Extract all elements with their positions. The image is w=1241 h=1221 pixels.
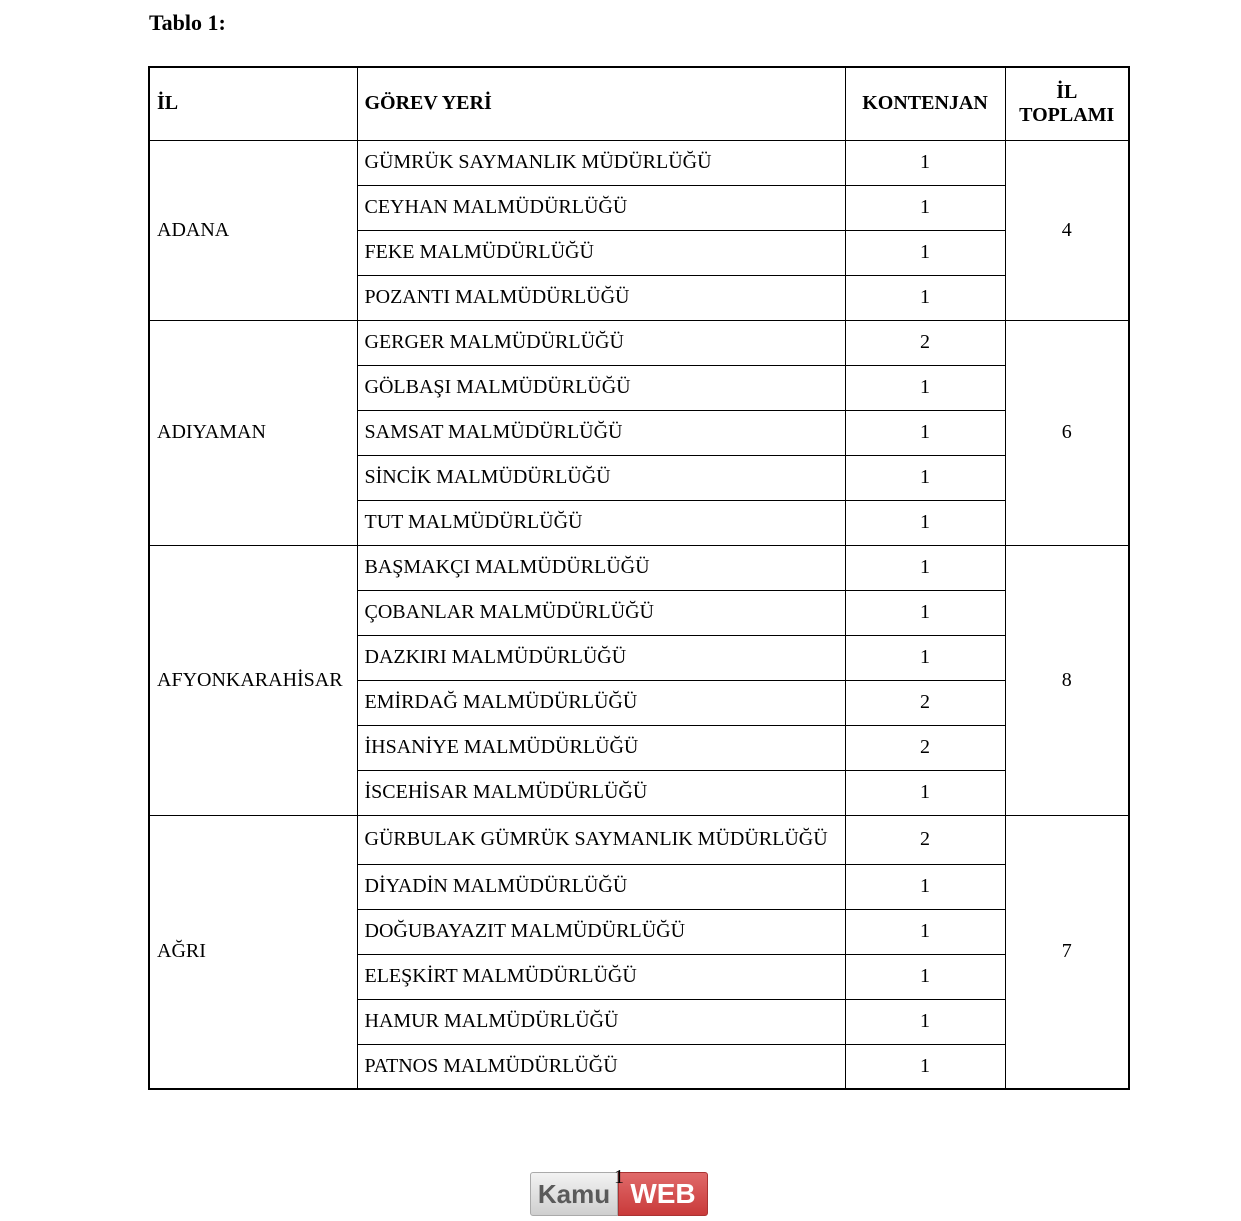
duty-place-cell: ELEŞKİRT MALMÜDÜRLÜĞÜ: [357, 954, 845, 999]
duty-place-cell: FEKE MALMÜDÜRLÜĞÜ: [357, 230, 845, 275]
province-total-cell: 4: [1005, 140, 1129, 320]
quota-cell: 1: [845, 545, 1005, 590]
duty-place-cell: DAZKIRI MALMÜDÜRLÜĞÜ: [357, 635, 845, 680]
quota-cell: 1: [845, 455, 1005, 500]
logo-web-text: WEB: [618, 1172, 708, 1216]
quota-cell: 1: [845, 185, 1005, 230]
duty-place-cell: İHSANİYE MALMÜDÜRLÜĞÜ: [357, 725, 845, 770]
province-total-cell: 8: [1005, 545, 1129, 815]
quota-cell: 1: [845, 1044, 1005, 1089]
province-total-cell: 6: [1005, 320, 1129, 545]
table-row: [149, 320, 1129, 365]
duty-place-cell: CEYHAN MALMÜDÜRLÜĞÜ: [357, 185, 845, 230]
duty-place-cell: SİNCİK MALMÜDÜRLÜĞÜ: [357, 455, 845, 500]
header-kontenjan: KONTENJAN: [845, 67, 1005, 140]
quota-cell: 1: [845, 140, 1005, 185]
province-cell: ADANA: [149, 140, 357, 320]
duty-place-cell: TUT MALMÜDÜRLÜĞÜ: [357, 500, 845, 545]
quota-cell: 1: [845, 635, 1005, 680]
quota-cell: 1: [845, 410, 1005, 455]
duty-place-cell: BAŞMAKÇI MALMÜDÜRLÜĞÜ: [357, 545, 845, 590]
duty-place-cell: PATNOS MALMÜDÜRLÜĞÜ: [357, 1044, 845, 1089]
duty-place-cell: GERGER MALMÜDÜRLÜĞÜ: [357, 320, 845, 365]
quota-cell: 2: [845, 725, 1005, 770]
table-header-row: [149, 67, 1129, 140]
duty-place-cell: DOĞUBAYAZIT MALMÜDÜRLÜĞÜ: [357, 909, 845, 954]
duty-place-cell: GÜMRÜK SAYMANLIK MÜDÜRLÜĞÜ: [357, 140, 845, 185]
quota-table: [148, 66, 1130, 1090]
quota-cell: 1: [845, 365, 1005, 410]
header-il: İL: [149, 67, 357, 140]
quota-cell: 1: [845, 500, 1005, 545]
document-title: Tablo 1:: [149, 10, 226, 35]
page-number: 1: [614, 1166, 624, 1188]
quota-cell: 1: [845, 590, 1005, 635]
quota-cell: 1: [845, 909, 1005, 954]
quota-cell: 2: [845, 320, 1005, 365]
header-gorev-yeri: GÖREV YERİ: [357, 67, 845, 140]
duty-place-cell: ÇOBANLAR MALMÜDÜRLÜĞÜ: [357, 590, 845, 635]
duty-place-cell: SAMSAT MALMÜDÜRLÜĞÜ: [357, 410, 845, 455]
quota-cell: 1: [845, 230, 1005, 275]
duty-place-cell: HAMUR MALMÜDÜRLÜĞÜ: [357, 999, 845, 1044]
province-total-cell: 7: [1005, 815, 1129, 1089]
logo-kamu-text: Kamu: [530, 1172, 618, 1216]
duty-place-cell: GÜRBULAK GÜMRÜK SAYMANLIK MÜDÜRLÜĞÜ: [357, 815, 845, 864]
duty-place-cell: DİYADİN MALMÜDÜRLÜĞÜ: [357, 864, 845, 909]
province-cell: AĞRI: [149, 815, 357, 1089]
table-row: [149, 815, 1129, 864]
duty-place-cell: EMİRDAĞ MALMÜDÜRLÜĞÜ: [357, 680, 845, 725]
table-row: [149, 545, 1129, 590]
quota-cell: 1: [845, 954, 1005, 999]
duty-place-cell: GÖLBAŞI MALMÜDÜRLÜĞÜ: [357, 365, 845, 410]
quota-cell: 1: [845, 999, 1005, 1044]
table-body: [149, 140, 1129, 1089]
quota-cell: 2: [845, 680, 1005, 725]
quota-cell: 2: [845, 815, 1005, 864]
table-row: [149, 140, 1129, 185]
quota-cell: 1: [845, 864, 1005, 909]
province-cell: ADIYAMAN: [149, 320, 357, 545]
header-il-toplami: İL TOPLAMI: [1005, 67, 1129, 140]
quota-cell: 1: [845, 770, 1005, 815]
province-cell: AFYONKARAHİSAR: [149, 545, 357, 815]
quota-cell: 1: [845, 275, 1005, 320]
duty-place-cell: İSCEHİSAR MALMÜDÜRLÜĞÜ: [357, 770, 845, 815]
duty-place-cell: POZANTI MALMÜDÜRLÜĞÜ: [357, 275, 845, 320]
